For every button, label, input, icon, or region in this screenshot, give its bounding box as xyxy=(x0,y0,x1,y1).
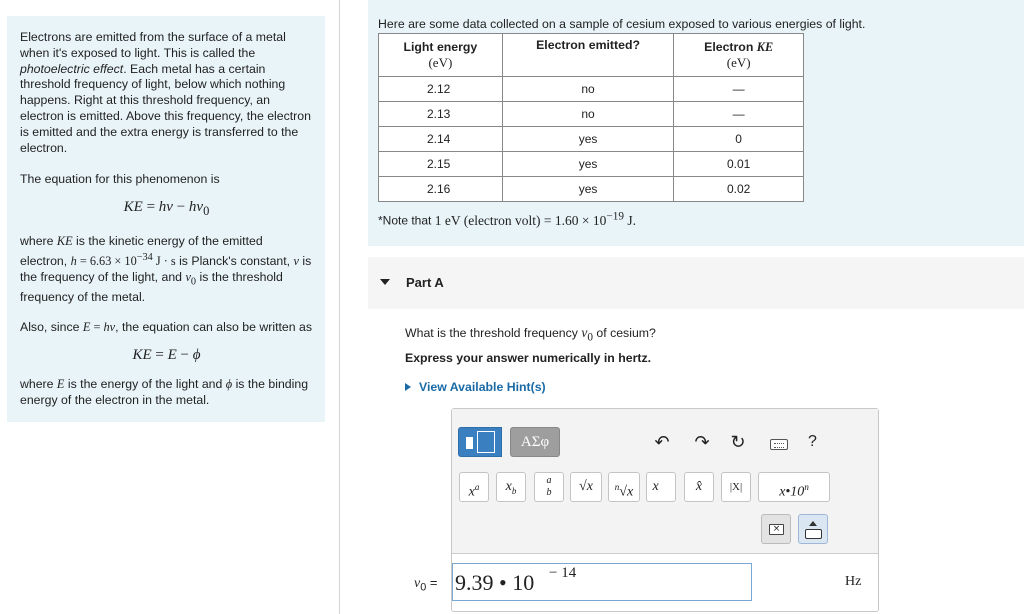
col-header-electron-emitted: Electron emitted? xyxy=(502,34,674,77)
greek-symbols-button[interactable]: ΑΣφ xyxy=(510,427,560,457)
col-header-electron-ke: Electron KE (eV) xyxy=(674,34,804,77)
info-panel xyxy=(7,16,325,422)
binding-paragraph: where E is the energy of the light and ϕ is the binding energy of the electron in the metal. xyxy=(20,377,309,408)
keyboard-shortcuts-icon[interactable] xyxy=(770,439,788,450)
equation-intro: The equation for this phenomenon is xyxy=(20,172,220,187)
also-paragraph: Also, since E = hν, the equation can also be written as xyxy=(20,319,312,334)
help-button[interactable]: ? xyxy=(808,433,817,450)
template-block-icon xyxy=(466,437,473,449)
cell-electron-ke: 0.01 xyxy=(674,152,804,177)
part-title: Part A xyxy=(406,275,444,290)
unit-vector-key[interactable]: x̂ xyxy=(684,472,714,502)
express-instruction: Express your answer numerically in hertz. xyxy=(405,351,652,365)
keyboard-toggle-button[interactable] xyxy=(798,514,828,544)
templates-button[interactable] xyxy=(458,427,502,457)
table-row xyxy=(379,177,804,202)
cell-electron-emitted: yes xyxy=(502,152,674,177)
table-row xyxy=(379,102,804,127)
cell-electron-ke: 0.02 xyxy=(674,177,804,202)
subscript-key[interactable]: $x_b$ xyxy=(496,472,526,502)
cell-electron-ke: — xyxy=(674,102,804,127)
col-header-light-energy: Light energy (eV) xyxy=(379,34,503,77)
view-hints-link[interactable]: View Available Hint(s) xyxy=(405,380,546,394)
template-radical-icon xyxy=(477,431,495,453)
cell-electron-emitted: yes xyxy=(502,127,674,152)
part-a-header[interactable] xyxy=(368,257,1024,309)
cell-light-energy: 2.15 xyxy=(379,152,503,177)
reset-icon[interactable]: ↻ xyxy=(730,432,746,452)
absolute-value-key[interactable]: |X| xyxy=(721,472,751,502)
table-header-row xyxy=(379,34,804,77)
nth-root-key[interactable]: $^n$√x xyxy=(608,472,640,502)
hint-caret-icon xyxy=(405,383,411,391)
table-row xyxy=(379,127,804,152)
cell-electron-emitted: yes xyxy=(502,177,674,202)
question-text: What is the threshold frequency $\nu_0$ of cesium? xyxy=(405,325,656,344)
up-arrow-icon xyxy=(809,521,817,526)
table-row xyxy=(379,152,804,177)
unit-label: Hz xyxy=(845,574,862,589)
cell-electron-emitted: no xyxy=(502,77,674,102)
answer-input[interactable] xyxy=(452,563,752,601)
ev-note: *Note that 1 eV (electron volt) = $1.60 \times 10^{-19}$ J. xyxy=(378,210,637,228)
redo-icon[interactable]: ↷ xyxy=(694,432,710,452)
cell-electron-ke: — xyxy=(674,77,804,102)
binding-energy-equation: KE = E − ϕ xyxy=(132,346,201,363)
where-paragraph: where KE is the kinetic energy of the emitted electron, $h = 6.63 \times 10^{-34}$ J · s is Planck's constant, ν is the frequency of the light, and $\nu_0$ is the threshold frequency of the metal. xyxy=(20,233,312,304)
cesium-data-table xyxy=(378,33,804,202)
backspace-button[interactable] xyxy=(761,514,791,544)
sqrt-key[interactable]: √x xyxy=(570,472,602,502)
photoelectric-equation: KE = $h\nu - h\nu_0$ xyxy=(123,199,210,219)
cell-electron-ke: 0 xyxy=(674,127,804,152)
fraction-key[interactable]: a b xyxy=(534,472,564,502)
scientific-notation-key[interactable]: x•10$^n$ xyxy=(758,472,830,502)
cell-light-energy: 2.13 xyxy=(379,102,503,127)
data-intro: Here are some data collected on a sample of cesium exposed to various energies of light. xyxy=(378,17,866,31)
table-row xyxy=(379,77,804,102)
cell-electron-emitted: no xyxy=(502,102,674,127)
undo-icon[interactable]: ↶ xyxy=(654,432,670,452)
backspace-icon: × xyxy=(769,524,784,535)
answer-label: $\nu_0$ = xyxy=(414,575,438,594)
answer-value: 9.39 • 10 xyxy=(455,570,535,595)
math-toolbar xyxy=(452,409,878,554)
cell-light-energy: 2.14 xyxy=(379,127,503,152)
keyboard-icon xyxy=(805,529,822,539)
column-divider xyxy=(339,0,340,614)
vector-key[interactable]: x⃗ xyxy=(646,472,676,502)
superscript-key[interactable]: $x^a$ xyxy=(459,472,489,502)
data-section xyxy=(368,0,1024,246)
intro-paragraph: Electrons are emitted from the surface of a metal when it's exposed to light. This is called the photoelectric effect. Each metal has a certain threshold frequency of light, below which nothing happens. Right at this threshold frequency, an electron is emitted. Above this frequency, the electron is emitted and the extra energy is transferred to the electron. xyxy=(20,30,311,155)
collapse-triangle-icon[interactable] xyxy=(380,279,390,285)
cell-light-energy: 2.12 xyxy=(379,77,503,102)
cell-light-energy: 2.16 xyxy=(379,177,503,202)
answer-exponent: − 14 xyxy=(549,565,577,581)
